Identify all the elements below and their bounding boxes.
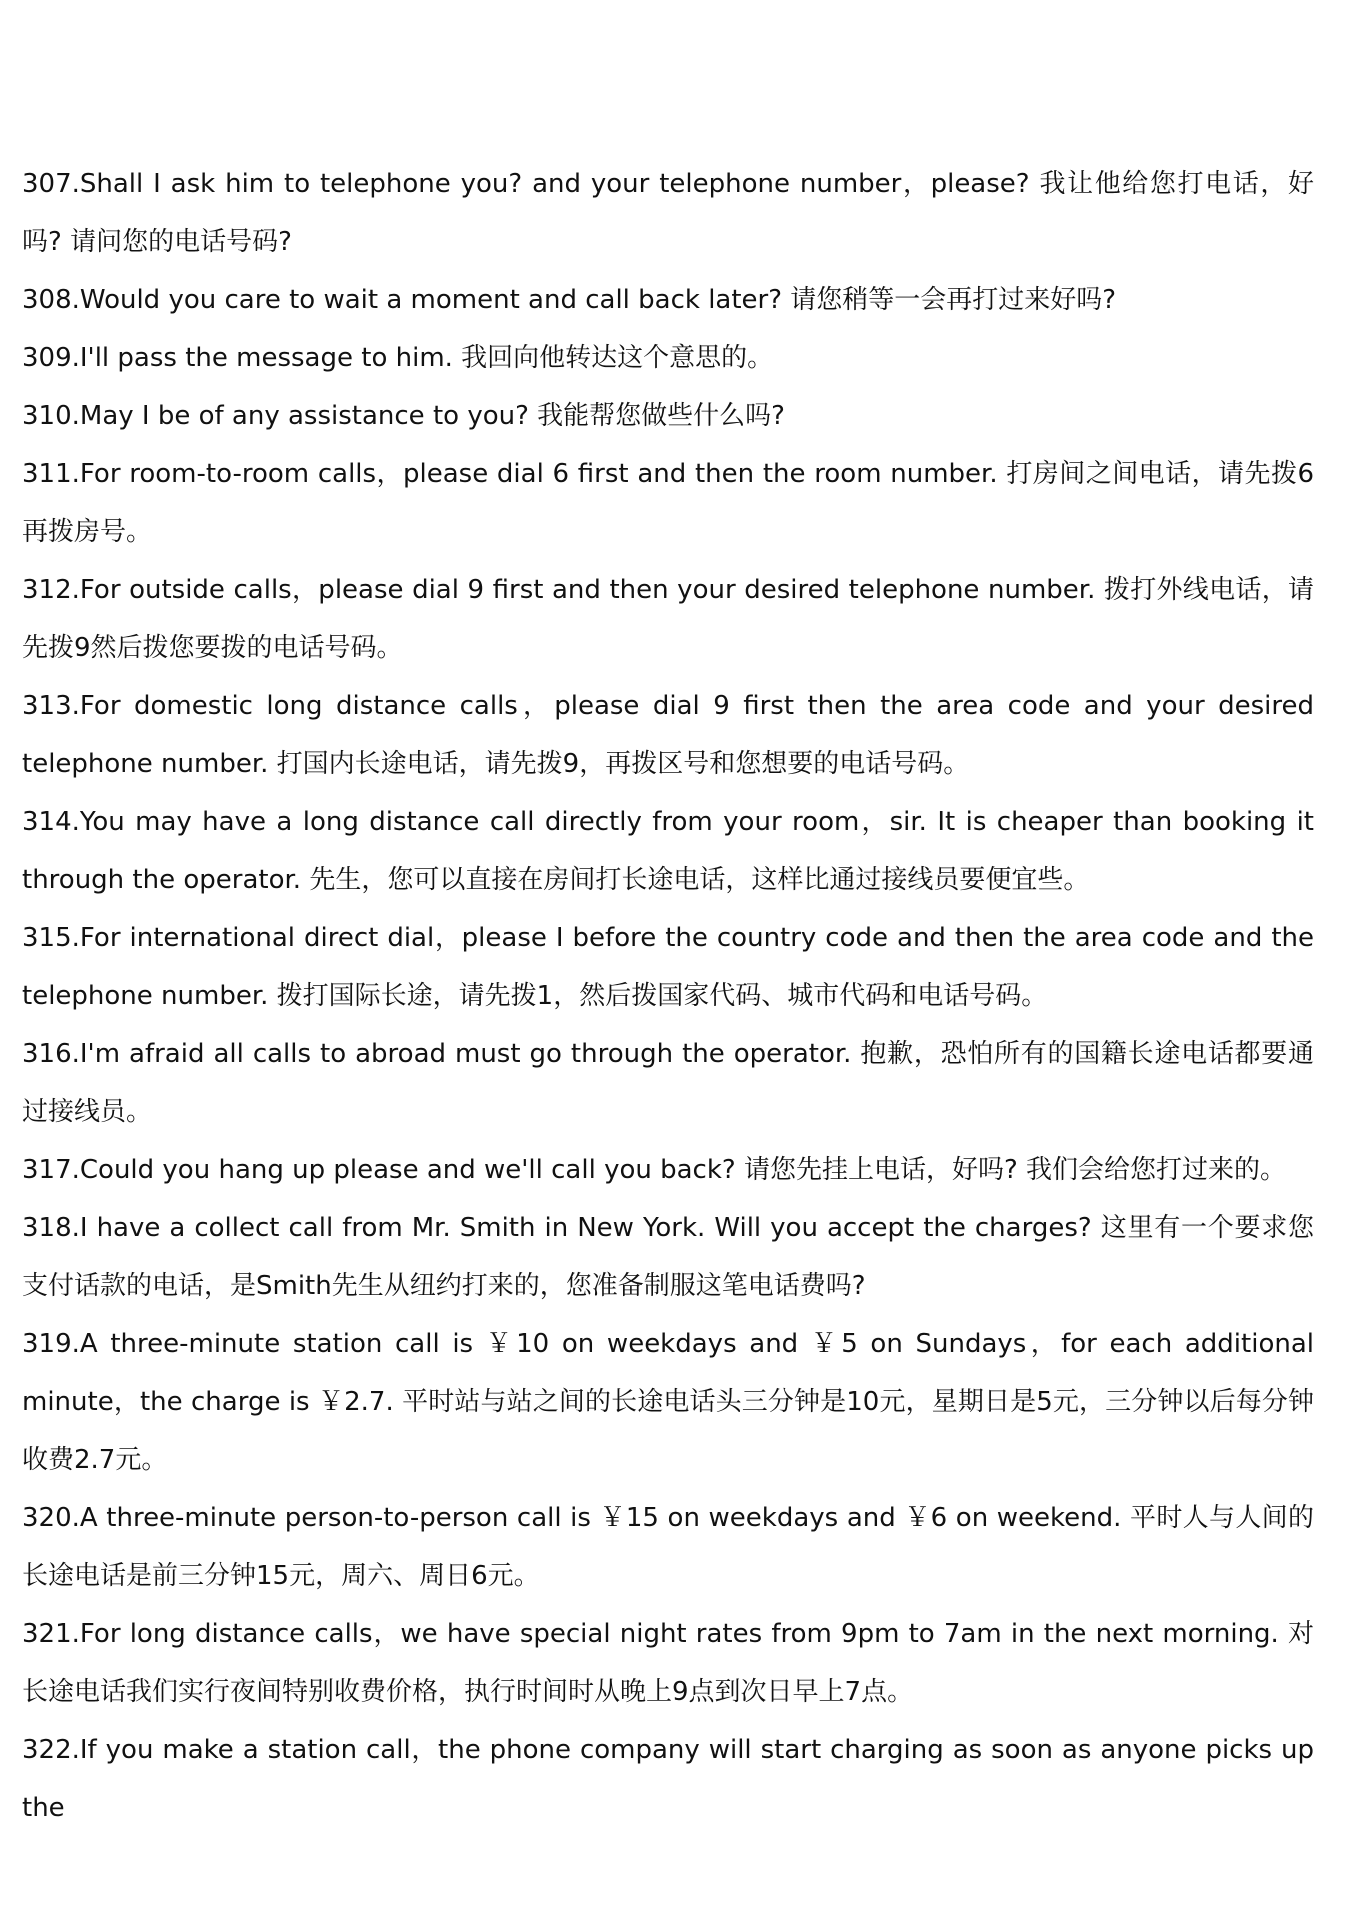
entry-310: 310.May I be of any assistance to you? 我能帮您做些什么吗? [22,401,785,431]
entry-307: 307.Shall I ask him to telephone you? and your telephone number，please? 我让他给您打电话，好吗? 请问您的电话号码? [22,169,1314,257]
entry-320: 320.A three-minute person-to-person call is ￥15 on weekdays and ￥6 on weekend. 平时人与人间的长途电话是前三分钟15元，周六、周日6元。 [22,1503,1314,1591]
entry-309: 309.I'll pass the message to him. 我回向他转达这个意思的。 [22,343,774,373]
entry-321: 321.For long distance calls，we have special night rates from 9pm to 7am in the next morning. 对长途电话我们实行夜间特别收费价格，执行时间时从晚上9点到次日早上7点。 [22,1619,1314,1707]
entry-312: 312.For outside calls，please dial 9 first and then your desired telephone number. 拨打外线电话，请先拨9然后拨您要拨的电话号码。 [22,575,1314,663]
entry-311: 311.For room-to-room calls，please dial 6 first and then the room number. 打房间之间电话，请先拨6再拨房号。 [22,459,1314,547]
entry-313: 313.For domestic long distance calls，please dial 9 first then the area code and your desired telephone number. 打国内长途电话，请先拨9，再拨区号和您想要的电话号码。 [22,691,1314,779]
entry-316: 316.I'm afraid all calls to abroad must go through the operator. 抱歉，恐怕所有的国籍长途电话都要通过接线员。 [22,1039,1314,1127]
entry-318: 318.I have a collect call from Mr. Smith in New York. Will you accept the charges? 这里有一个要求您支付话款的电话，是Smith先生从纽约打来的，您准备制服这笔电话费吗? [22,1213,1314,1301]
entry-315: 315.For international direct dial，please I before the country code and then the area code and the telephone number. 拨打国际长途，请先拨1，然后拨国家代码、城市代码和电话号码。 [22,923,1314,1011]
entry-314: 314.You may have a long distance call directly from your room，sir. It is cheaper than booking it through the operator. 先生，您可以直接在房间打长途电话，这样比通过接线员要便宜些。 [22,807,1314,895]
entry-319: 319.A three-minute station call is ￥10 on weekdays and ￥5 on Sundays，for each additional minute，the charge is ￥2.7. 平时站与站之间的长途电话头三分钟是10元，星期日是5元，三分钟以后每分钟收费2.7元。 [22,1329,1314,1475]
entry-322: 322.If you make a station call，the phone company will start charging as soon as anyone picks up the [22,1735,1314,1823]
document-page [22,0,1314,1920]
entry-317: 317.Could you hang up please and we'll call you back? 请您先挂上电话，好吗? 我们会给您打过来的。 [22,1155,1287,1185]
entry-308: 308.Would you care to wait a moment and call back later? 请您稍等一会再打过来好吗? [22,285,1117,315]
